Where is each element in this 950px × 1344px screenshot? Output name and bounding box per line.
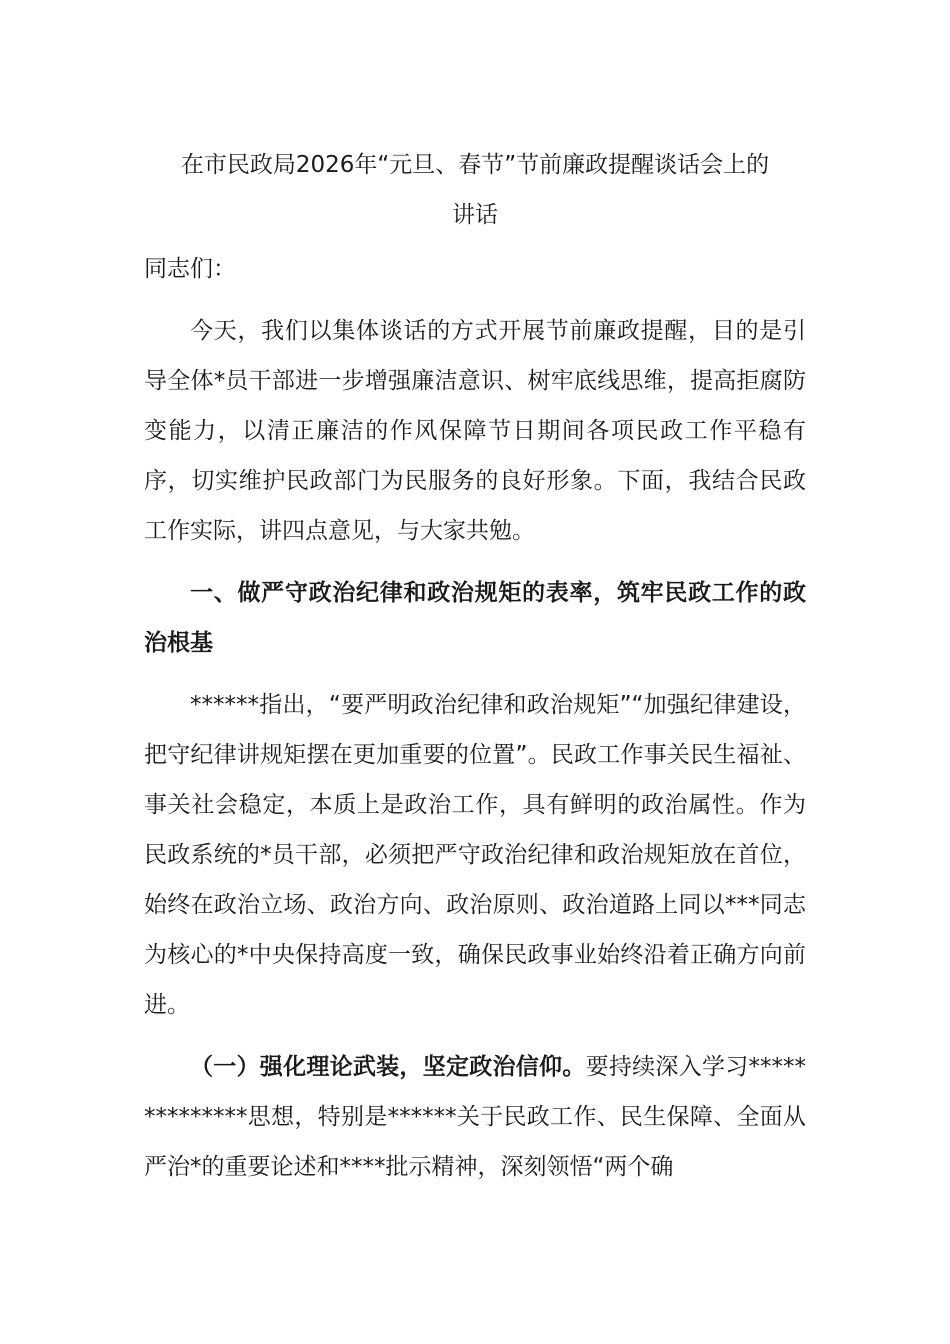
subsection-1-lead: （一）强化理论武装，坚定政治信仰。 (190, 1054, 586, 1080)
document-page (144, 140, 806, 1192)
title-line-1: 在市民政局2026年“元旦、春节”节前廉政提醒谈话会上的 (180, 152, 770, 178)
intro-paragraph: 今天，我们以集体谈话的方式开展节前廉政提醒，目的是引导全体*员干部进一步增强廉洁意识、树牢底线思维，提高拒腐防变能力，以清正廉洁的作风保障节日期间各项民政工作平稳有序，切实维护民政部门为民服务的良好形象。下面，我结合民政工作实际，讲四点意见，与大家共勉。 (144, 318, 806, 544)
salutation: 同志们： (144, 256, 236, 282)
document-title (144, 140, 806, 240)
subsection-1-body: 要持续深入学习**************思想，特别是******关于民政工作、民生保障、全面从严治*的重要论述和****批示精神，深刻领悟“两个确 (144, 1054, 807, 1180)
subsection-1-paragraph (144, 1042, 806, 1192)
section-1-body: ******指出，“要严明政治纪律和政治规矩”“加强纪律建设，把守纪律讲规矩摆在更加重要的位置”。民政工作事关民生福祉、事关社会稳定，本质上是政治工作，具有鲜明的政治属性。作为民政系统的*员干部，必须把严守政治纪律和政治规矩放在首位，始终在政治立场、政治方向、政治原则、政治道路上同以***同志为核心的*中央保持高度一致，确保民政事业始终沿着正确方向前进。 (144, 692, 806, 1018)
title-line-2: 讲话 (452, 202, 498, 228)
section-1-heading: 一、做严守政治纪律和政治规矩的表率，筑牢民政工作的政治根基 (144, 580, 806, 656)
